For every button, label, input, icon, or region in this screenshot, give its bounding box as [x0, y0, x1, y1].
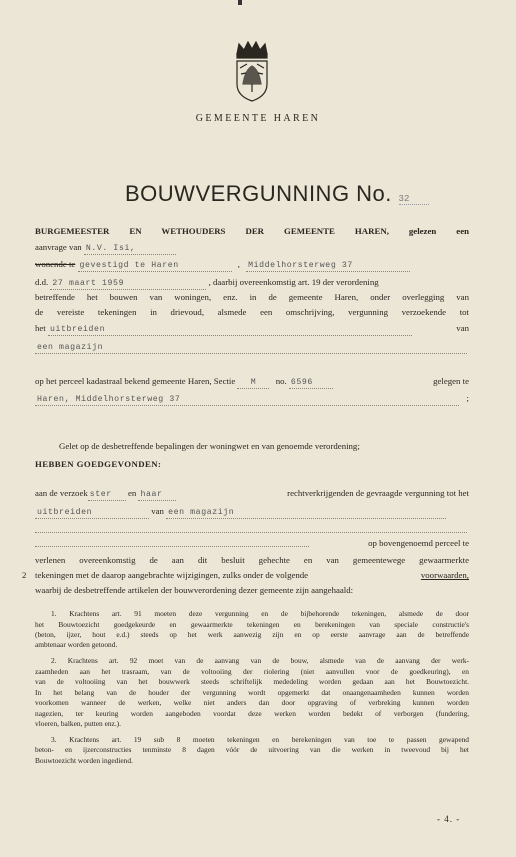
- parcel-line: [35, 376, 469, 389]
- perceel-line: [35, 538, 469, 550]
- verzoek-en: en: [127, 488, 137, 498]
- applicant-line: [35, 242, 469, 255]
- body-line-a: verlenen overeenkomstig de aan dit besluit gehechte en van gemeentewege gewaarmerkte: [35, 555, 469, 565]
- aanvrage-label: aanvrage van: [35, 242, 82, 252]
- body-line-6: de vereiste tekeningen in drievoud, alsmede een omschrijving, vergunning verzoekende tot: [35, 307, 469, 317]
- condition-line: 1. Krachtens art. 91 moeten deze vergunning en de bijbehorende tekeningen, alsmede de door: [51, 609, 469, 618]
- condition-line: nagezien, ter keuring worden aangeboden voordat deze werken worden bedekt of verborgen (fundering,: [35, 709, 469, 718]
- empty-fill-line: [35, 524, 469, 536]
- condition-line: van de voltooiing van het bouwwerk steeds schriftelijk mededeling worden gedaan aan het Bouwtoezicht.: [35, 677, 469, 686]
- page-number: - 4. -: [437, 814, 461, 824]
- verzoek-fill-1: ster: [88, 489, 126, 501]
- location-line: [35, 393, 469, 406]
- gelegen-label: gelegen te: [433, 376, 469, 386]
- dd-label: d.d.: [35, 277, 49, 287]
- condition-line: In het belang van de houder der vergunning wordt opgemerkt dat onaangenaamheden kunnen worden: [35, 688, 469, 697]
- condition-line: voorkomen wanneer de werken, welke niet anders dan door opgraving of verbreking kunnen worden: [35, 698, 469, 707]
- parcel-number-value: 6596: [289, 377, 333, 389]
- address-value: Middelhorsterweg 37: [246, 260, 410, 272]
- condition-line: zaamheden aan het trasraam, van de voltooiing der riolering (niet aanvullen voor de goedkeuring), en: [35, 667, 469, 676]
- action2-line: [35, 506, 469, 519]
- no-label: no.: [275, 376, 287, 386]
- gelet-text: Gelet op de desbetreffende bepalingen der woningwet en van genoemde verordening;: [59, 441, 360, 451]
- voorwaarden-text: voorwaarden,: [420, 570, 469, 580]
- residence-line: wonende te gevestigd te Haren , Middelhorsterweg 37: [35, 259, 469, 272]
- gelet-line: [35, 441, 469, 452]
- condition-line: beton- en ijzerconstructies tenminste 8 dagen vóór de uitvoering van die werken in tweevoud bij het: [35, 745, 469, 754]
- object-value: een magazijn: [35, 342, 467, 354]
- date-value: 27 maart 1959: [50, 278, 206, 290]
- punch-mark: [238, 0, 242, 5]
- condition-line: Bouwtoezicht worden ingediend.: [35, 756, 133, 765]
- condition-line: ambtenaar worden getoond.: [35, 640, 118, 649]
- object-line: [35, 341, 469, 354]
- margin-number: 2: [22, 570, 27, 580]
- object2-value: een magazijn: [166, 507, 446, 519]
- body-line-5: betreffende het bouwen van woningen, enz. in de gemeente Haren, onder overlegging van: [35, 292, 469, 302]
- condition-line: (beton, ijzer, hout e.d.) steeds op het werk aanwezig zijn en op eerste aanvrage aan de betreffende: [35, 630, 469, 639]
- condition-line: het Bouwtoezicht goedgekeurde en gewaarmerkte tekeningen en berekeningen van speciale constructie's: [35, 620, 469, 629]
- document-title: [125, 181, 429, 207]
- municipal-crest-icon: [229, 40, 275, 104]
- date-line: [35, 277, 469, 290]
- van2-label: van: [151, 506, 164, 516]
- condition-line: vloeren, balken, putten enz.).: [35, 719, 121, 728]
- body-line-c: waarbij de desbetreffende artikelen der bouwverordening dezer gemeente zijn aangehaald:: [35, 585, 354, 595]
- hebben-text: HEBBEN GOEDGEVONDEN:: [35, 459, 162, 469]
- permit-number: 32: [399, 194, 429, 205]
- location-value: Haren, Middelhorsterweg 37: [35, 394, 459, 406]
- intro-text: BURGEMEESTER EN WETHOUDERS DER GEMEENTE HAREN, gelezen een: [35, 226, 469, 236]
- perceel-text: op bovengenoemd perceel te: [368, 538, 469, 548]
- van-label: van: [456, 323, 469, 333]
- wonende-label: wonende te: [35, 259, 76, 269]
- municipality-heading: GEMEENTE HAREN: [195, 113, 321, 124]
- verzoek-line: [35, 488, 469, 501]
- het-label: het: [35, 323, 46, 333]
- parcel-pre: op het perceel kadastraal bekend gemeente Haren, Sectie: [35, 376, 236, 386]
- condition-line: 2. Krachtens art. 92 moet van de aanvang van de bouw, alsmede van de aanvang der werk-: [51, 656, 469, 665]
- semicolon: ;: [466, 393, 469, 403]
- established-value: gevestigd te Haren: [78, 260, 232, 272]
- applicant-value: N.V. Isi,: [84, 243, 176, 255]
- action-line: [35, 323, 469, 336]
- hebben-heading: [35, 459, 469, 470]
- verzoek-post: rechtverkrijgenden de gevraagde vergunning tot het: [287, 488, 469, 498]
- line-b-pre: tekeningen met de daarop aangebrachte wijzigingen, zulks onder de volgende: [35, 570, 309, 580]
- intro-line: [35, 226, 469, 237]
- action-value: uitbreiden: [48, 324, 412, 336]
- title-text: BOUWVERGUNNING No.: [125, 181, 392, 206]
- section-value: M: [237, 377, 269, 389]
- action2-value: uitbreiden: [35, 507, 149, 519]
- body-line-b: [35, 570, 469, 581]
- dd-rest: , daarbij overeenkomstig art. 19 der verordening: [208, 277, 379, 287]
- verzoek-pre: aan de verzoek: [35, 488, 88, 498]
- condition-line: 3. Krachtens art. 19 sub 8 moeten tekeningen en berekeningen van toe te passen gewapend: [51, 735, 469, 744]
- verzoek-fill-2: haar: [138, 489, 176, 501]
